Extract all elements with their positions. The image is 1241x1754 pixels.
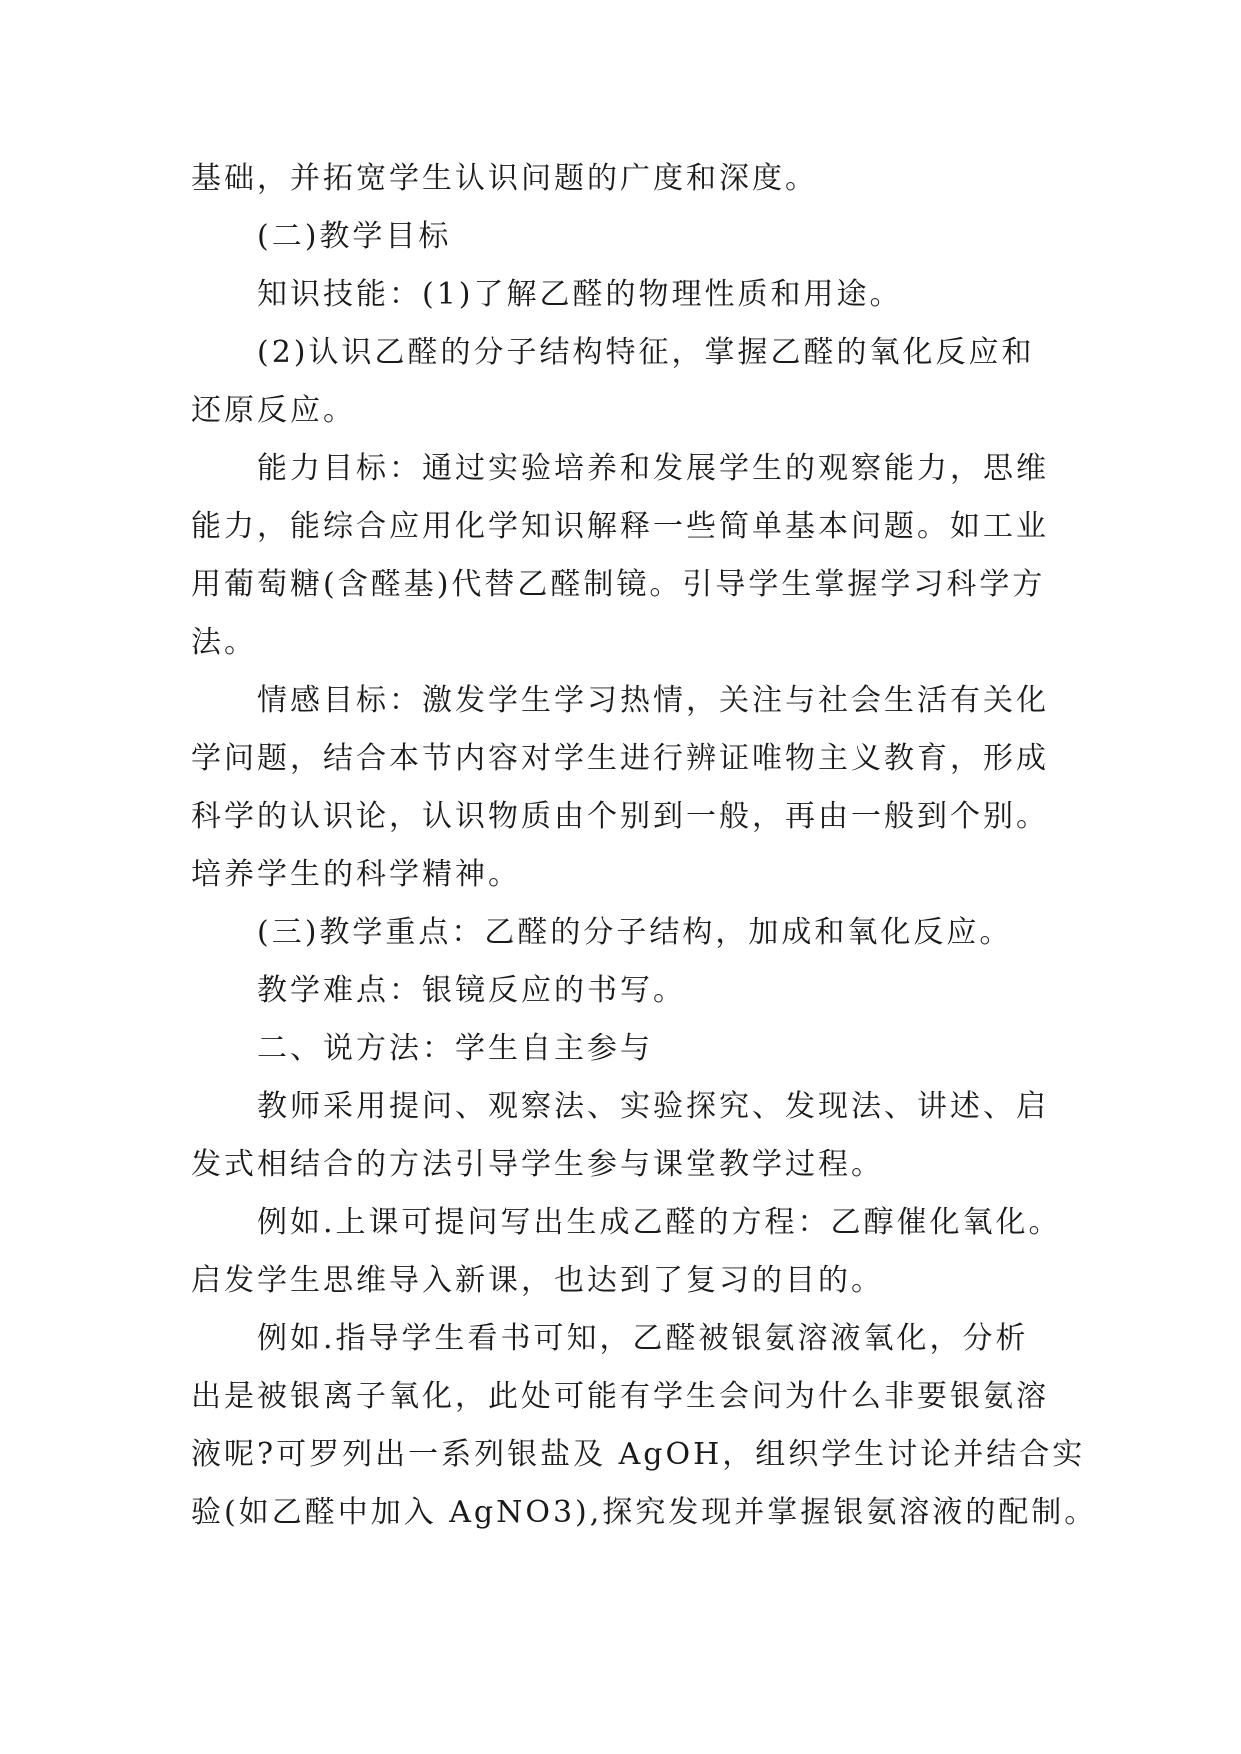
text-line: 能力，能综合应用化学知识解释一些简单基本问题。如工业 xyxy=(191,509,1049,544)
text-line: 知识技能：(1)了解乙醛的物理性质和用途。 xyxy=(257,277,903,312)
text-line: 基础，并拓宽学生认识问题的广度和深度。 xyxy=(191,161,818,196)
text-line: 用葡萄糖(含醛基)代替乙醛制镜。引导学生掌握学习科学方 xyxy=(191,567,1046,602)
text-line: 能力目标：通过实验培养和发展学生的观察能力，思维 xyxy=(257,451,1049,486)
text-line: 教师采用提问、观察法、实验探究、发现法、讲述、启 xyxy=(257,1089,1049,1124)
text-line: 液呢?可罗列出一系列银盐及 AgOH，组织学生讨论并结合实 xyxy=(191,1437,1086,1472)
text-line: 验(如乙醛中加入 AgNO3),探究发现并掌握银氨溶液的配制。 xyxy=(191,1495,1098,1530)
text-line: 还原反应。 xyxy=(191,393,356,428)
text-line: (二)教学目标 xyxy=(257,219,452,254)
text-line: 培养学生的科学精神。 xyxy=(191,857,521,892)
text-line: (2)认识乙醛的分子结构特征，掌握乙醛的氧化反应和 xyxy=(257,335,1035,370)
text-line: 例如.上课可提问写出生成乙醛的方程：乙醇催化氧化。 xyxy=(257,1205,1062,1240)
text-line: 科学的认识论，认识物质由个别到一般，再由一般到个别。 xyxy=(191,799,1049,834)
text-line: 情感目标：激发学生学习热情，关注与社会生活有关化 xyxy=(257,683,1049,718)
text-line: 学问题，结合本节内容对学生进行辨证唯物主义教育，形成 xyxy=(191,741,1049,776)
text-line: 出是被银离子氧化，此处可能有学生会问为什么非要银氨溶 xyxy=(191,1379,1049,1414)
text-line: (三)教学重点：乙醛的分子结构，加成和氧化反应。 xyxy=(257,915,1013,950)
text-line: 教学难点：银镜反应的书写。 xyxy=(257,973,686,1008)
text-line: 启发学生思维导入新课，也达到了复习的目的。 xyxy=(191,1263,884,1298)
document-body xyxy=(191,150,1098,1542)
text-line: 法。 xyxy=(191,625,257,660)
text-line: 例如.指导学生看书可知，乙醛被银氨溶液氧化，分析 xyxy=(257,1321,1029,1356)
text-line: 二、说方法：学生自主参与 xyxy=(257,1031,653,1066)
text-line: 发式相结合的方法引导学生参与课堂教学过程。 xyxy=(191,1147,884,1182)
